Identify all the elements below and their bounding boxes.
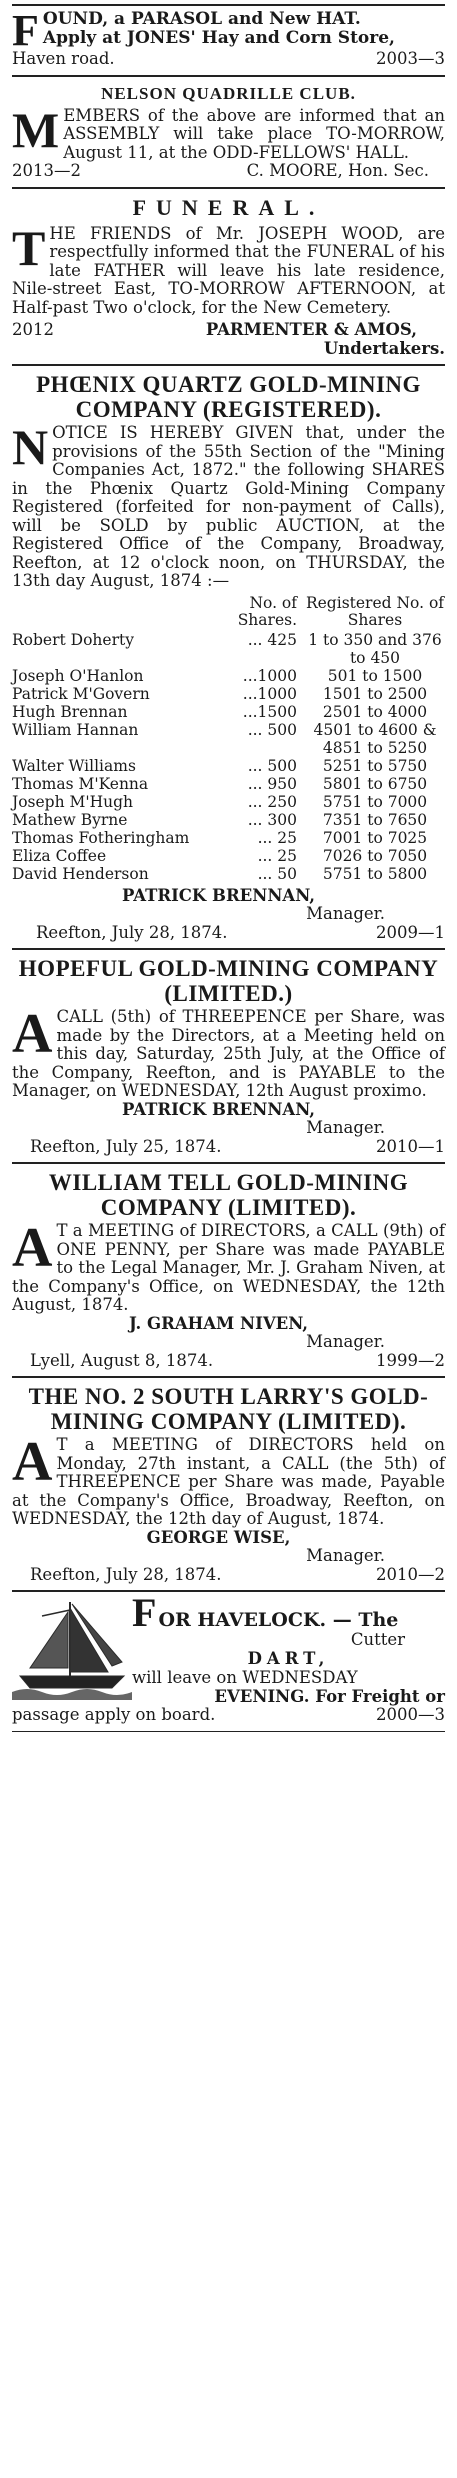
ad-ref: 2010—2 — [376, 1564, 445, 1584]
cell-registered: 5801 to 6750 — [322, 774, 428, 793]
ad-line: passage apply on board. — [12, 1705, 216, 1724]
cell-shares: ... 950 — [247, 774, 297, 793]
table-row — [12, 649, 445, 667]
table-row — [12, 721, 445, 739]
cell-registered: 1501 to 2500 — [322, 684, 428, 703]
ad-funeral — [12, 194, 445, 359]
ship-text — [132, 1590, 445, 1706]
shares-table-body — [12, 631, 445, 883]
table-row — [12, 811, 445, 829]
ad-ref: 2003—3 — [376, 49, 445, 68]
divider — [12, 364, 445, 366]
table-row — [12, 631, 445, 649]
cell-registered: 5251 to 5750 — [322, 756, 428, 775]
col-name — [12, 595, 235, 631]
ship-line-5: EVENING. For Freight or — [214, 1687, 445, 1706]
table-row — [12, 847, 445, 865]
cell-name: David Henderson — [12, 864, 149, 883]
cell-registered: 5751 to 7000 — [322, 792, 428, 811]
cell-registered: 7351 to 7650 — [322, 810, 428, 829]
ad-footer — [12, 50, 445, 69]
cell-name: Eliza Coffee — [12, 846, 107, 865]
ad-signer: GEORGE WISE, — [146, 1527, 291, 1547]
ad-quadrille — [12, 83, 445, 181]
table-row — [12, 829, 445, 847]
top-rule — [12, 4, 445, 6]
ad-south-larrys — [12, 1384, 445, 1584]
ad-william-tell — [12, 1170, 445, 1370]
ad-line: OR HAVELOCK. — The — [158, 1609, 399, 1631]
ad-footer — [12, 162, 445, 181]
ad-ref: 2009—1 — [376, 922, 445, 942]
ad-body: OTICE IS HEREBY GIVEN that, under the provisions of the 55th Section of the "Mining Companies Act, 1872." the following SHARES in the Phœnix Quartz Gold-Mining Company Registered (forfeited for non-payment of Calls), will be SOLD by public AUCTION, at the Registered Office of the Company, Broadway, Reefton, at 12 o'clock noon, on THURSDAY, the 13th day August, 1874 :— — [12, 423, 445, 590]
divider — [12, 1162, 445, 1164]
cell-name: Thomas M'Kenna — [12, 774, 149, 793]
ship-line-2: Cutter — [350, 1630, 405, 1649]
ad-ref: 2010—1 — [376, 1136, 445, 1156]
cell-name: Walter Williams — [12, 756, 136, 775]
ad-body: T a MEETING of DIRECTORS, a CALL (9th) of ONE PENNY, per Share was made PAYABLE to the Legal Manager, Mr. J. Graham Niven, at the Company's Office, on WEDNESDAY, the 12th August, 1874. — [12, 1221, 445, 1314]
divider — [12, 187, 445, 189]
cell-name: Mathew Byrne — [12, 810, 128, 829]
ad-place: Lyell, August 8, 1874. — [30, 1350, 214, 1370]
table-header-row — [12, 595, 445, 631]
cell-shares: ... 300 — [247, 810, 297, 829]
ad-place: Reefton, July 28, 1874. — [30, 1564, 222, 1584]
cell-name: Joseph M'Hugh — [12, 792, 134, 811]
col-shares: No. of Shares. — [237, 593, 297, 629]
ad-parasol — [12, 6, 445, 69]
cell-registered: to 450 — [349, 648, 401, 667]
cell-name: Patrick M'Govern — [12, 684, 150, 703]
cell-shares — [235, 739, 305, 757]
cell-shares: ... 425 — [247, 630, 297, 649]
table-row — [12, 685, 445, 703]
ad-footer — [12, 321, 445, 340]
ship-line-1 — [132, 1590, 445, 1635]
cell-shares: ...1500 — [242, 702, 297, 721]
cell-name — [12, 649, 235, 667]
col-registered: Registered No. of Shares — [305, 593, 445, 629]
ad-phoenix — [12, 372, 445, 942]
sailing-ship-icon — [12, 1596, 132, 1701]
ad-ref: 2000—3 — [376, 1705, 445, 1724]
cell-registered: 4851 to 5250 — [322, 738, 428, 757]
ad-footer — [12, 1352, 445, 1371]
cell-shares: ...1000 — [242, 666, 297, 685]
table-row — [12, 775, 445, 793]
ad-place: Reefton, July 28, 1874. — [36, 922, 228, 942]
cell-name: Thomas Fotheringham — [12, 828, 190, 847]
ad-title: PHŒNIX QUARTZ GOLD-MINING COMPANY (REGISTERED). — [36, 372, 421, 422]
ad-signer: C. MOORE, Hon. Sec. — [246, 161, 429, 180]
cell-shares: ... 25 — [257, 846, 297, 865]
cell-shares: ... 25 — [257, 828, 297, 847]
cell-registered: 5751 to 5800 — [322, 864, 428, 883]
ad-address: Haven road. — [12, 49, 115, 68]
cell-name: Joseph O'Hanlon — [12, 666, 144, 685]
shares-table — [12, 595, 445, 883]
table-row — [12, 667, 445, 685]
cell-shares: ... 50 — [257, 864, 297, 883]
drop-cap: A — [12, 1431, 53, 1493]
table-row — [12, 865, 445, 883]
cell-shares: ... 250 — [247, 792, 297, 811]
ad-title: THE NO. 2 SOUTH LARRY'S GOLD-MINING COMPANY (LIMITED). — [28, 1384, 429, 1434]
ad-ref: 2012 — [12, 320, 54, 339]
drop-cap: T — [12, 219, 46, 276]
ad-footer — [12, 924, 445, 943]
ad-line: OUND, a PARASOL and New HAT. — [42, 9, 361, 29]
ad-havelock — [12, 1590, 445, 1706]
ad-body: EMBERS of the above are informed that an ASSEMBLY will take place TO-MORROW, August 11, at the ODD-FELLOWS' HALL. — [63, 105, 445, 162]
cell-name: Robert Doherty — [12, 630, 134, 649]
ad-place: Reefton, July 25, 1874. — [30, 1136, 222, 1156]
ad-ref: 2013—2 — [12, 161, 81, 180]
ad-ref: 1999—2 — [376, 1350, 445, 1370]
ship-line-3: DART, — [247, 1649, 330, 1668]
ad-title: FUNERAL. — [132, 194, 325, 220]
ad-body: T a MEETING of DIRECTORS held on Monday, 27th instant, a CALL (the 5th) of THREEPENCE per Share was made, Payable at the Company's Office, Broadway, Reefton, on WEDNESDAY, the 12th day of August, 1874. — [12, 1435, 445, 1528]
ad-line: Apply at JONES' Hay and Corn Store, — [42, 27, 395, 48]
cell-shares: ... 500 — [247, 720, 297, 739]
divider — [12, 1590, 445, 1592]
cell-name: Hugh Brennan — [12, 702, 128, 721]
cell-shares — [235, 649, 305, 667]
ad-footer — [12, 1706, 445, 1725]
cell-registered: 4501 to 4600 & — [313, 720, 437, 739]
ad-signer: J. GRAHAM NIVEN, — [129, 1313, 308, 1333]
ad-hopeful — [12, 956, 445, 1156]
ad-title: NELSON QUADRILLE CLUB. — [101, 83, 356, 103]
cell-registered: 501 to 1500 — [327, 666, 423, 685]
table-row — [12, 739, 445, 757]
cell-name: William Hannan — [12, 720, 139, 739]
drop-cap: F — [132, 1590, 157, 1635]
ad-signer-role: Manager. — [306, 1118, 385, 1137]
cell-registered: 7001 to 7025 — [322, 828, 428, 847]
ad-body: HE FRIENDS of Mr. JOSEPH WOOD, are respectfully informed that the FUNERAL of his late FATHER will leave his late residence, Nile-street East, TO-MORROW AFTERNOON, at Half-past Two o'clock, for the New Cemetery. — [12, 223, 445, 317]
ad-title: HOPEFUL GOLD-MINING COMPANY (LIMITED.) — [18, 956, 439, 1006]
drop-cap: M — [12, 101, 60, 158]
cell-registered: 1 to 350 and 376 — [308, 630, 442, 649]
drop-cap: F — [12, 6, 39, 55]
ad-signer: PATRICK BRENNAN, — [121, 885, 315, 905]
ad-footer — [12, 1566, 445, 1585]
bottom-rule — [12, 1731, 445, 1732]
cell-shares: ... 500 — [247, 756, 297, 775]
ad-signer-role: Manager. — [306, 1332, 385, 1351]
ad-title: WILLIAM TELL GOLD-MINING COMPANY (LIMITED). — [48, 1170, 409, 1220]
cell-registered: 7026 to 7050 — [322, 846, 428, 865]
table-row — [12, 793, 445, 811]
divider — [12, 948, 445, 950]
table-row — [12, 703, 445, 721]
drop-cap: A — [12, 1217, 53, 1279]
divider — [12, 75, 445, 77]
drop-cap: A — [12, 1003, 53, 1065]
cell-registered: 2501 to 4000 — [322, 702, 428, 721]
divider — [12, 1376, 445, 1378]
ad-signer-role: Undertakers. — [323, 338, 445, 358]
cell-name — [12, 739, 235, 757]
cell-shares: ...1000 — [242, 684, 297, 703]
ad-signer: PATRICK BRENNAN, — [121, 1099, 315, 1119]
ad-signer: PARMENTER & AMOS, — [205, 320, 417, 339]
ship-line-4: will leave on WEDNESDAY — [132, 1668, 358, 1687]
ad-body: CALL (5th) of THREEPENCE per Share, was made by the Directors, at a Meeting held on this day, Saturday, 25th July, at the Office of the Company, Reefton, and is PAYABLE to the Manager, on WEDNESDAY, 12th August proximo. — [12, 1007, 445, 1100]
ad-signer-role: Manager. — [306, 1546, 385, 1565]
ad-footer — [12, 1138, 445, 1157]
drop-cap: N — [12, 419, 49, 475]
table-row — [12, 757, 445, 775]
ad-signer-role: Manager. — [306, 904, 385, 923]
